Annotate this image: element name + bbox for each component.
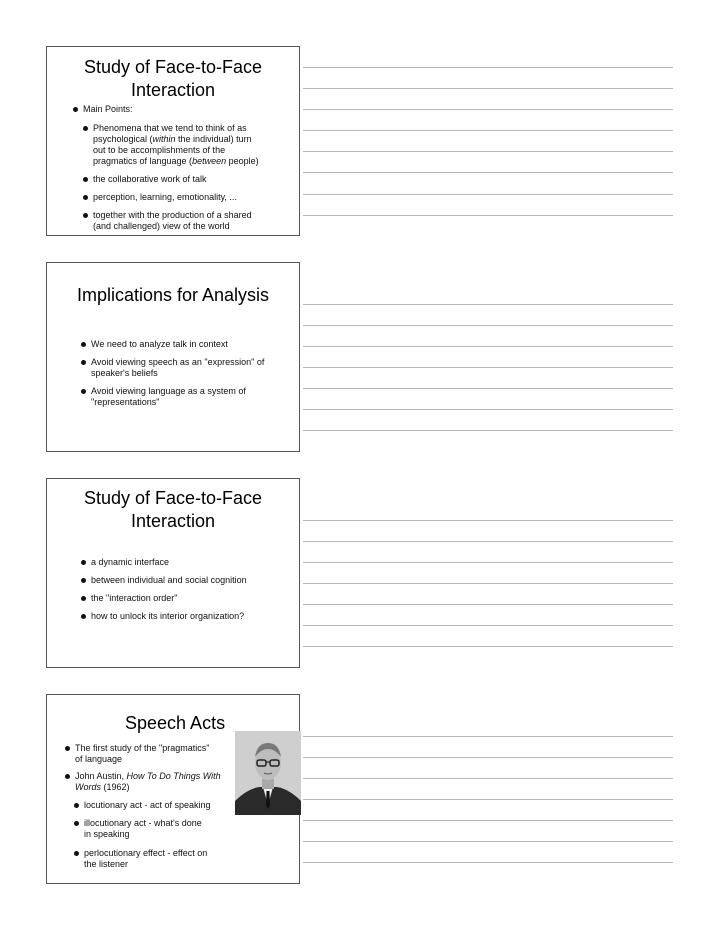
bullet-item: between individual and social cognition: [91, 575, 247, 585]
slide-title: [47, 487, 299, 533]
bullet-item: Phenomena that we tend to think of as psychological (within the individual) turn out to be accomplishments of the pragmatics of language (between people): [93, 123, 293, 167]
bullet-item: locutionary act - act of speaking: [84, 800, 234, 811]
bullet-item: We need to analyze talk in context: [91, 339, 228, 349]
slide-3: [46, 478, 300, 668]
slide-title: Implications for Analysis: [76, 285, 270, 305]
bullet-item: perlocutionary effect - effect on the listener: [84, 848, 234, 870]
bullet-item: perception, learning, emotionality, ...: [93, 192, 237, 202]
title-line-2: Interaction: [130, 511, 216, 531]
title-line-1: Study of Face-to-Face: [83, 57, 263, 77]
title-line-1: Study of Face-to-Face: [83, 488, 263, 508]
bullet-item: how to unlock its interior organization?: [91, 611, 245, 621]
bullet-item: a dynamic interface: [91, 557, 170, 567]
bullet-item: Main Points:: [83, 104, 133, 114]
bullet-item: the collaborative work of talk: [93, 174, 207, 184]
bullet-item: Avoid viewing language as a system of "representations": [91, 386, 296, 408]
bullet-item: together with the production of a shared (and challenged) view of the world: [93, 210, 293, 232]
slide-title: [47, 56, 299, 102]
bullet-item: The first study of the "pragmatics" of language: [75, 743, 235, 765]
bullet-item: Avoid viewing speech as an "expression" of speaker's beliefs: [91, 357, 296, 379]
slide-title: Speech Acts: [125, 713, 226, 733]
slide-1: [46, 46, 300, 236]
portrait-photo: [235, 731, 301, 815]
bullet-item: the "interaction order": [91, 593, 178, 603]
portrait-photo-image: [235, 731, 301, 815]
slide-4: [46, 694, 300, 884]
title-line-2: Interaction: [130, 80, 216, 100]
bullet-item: illocutionary act - what's done in speaking: [84, 818, 234, 840]
bullet-item: John Austin, How To Do Things With Words (1962): [75, 771, 235, 793]
slide-2: [46, 262, 300, 452]
